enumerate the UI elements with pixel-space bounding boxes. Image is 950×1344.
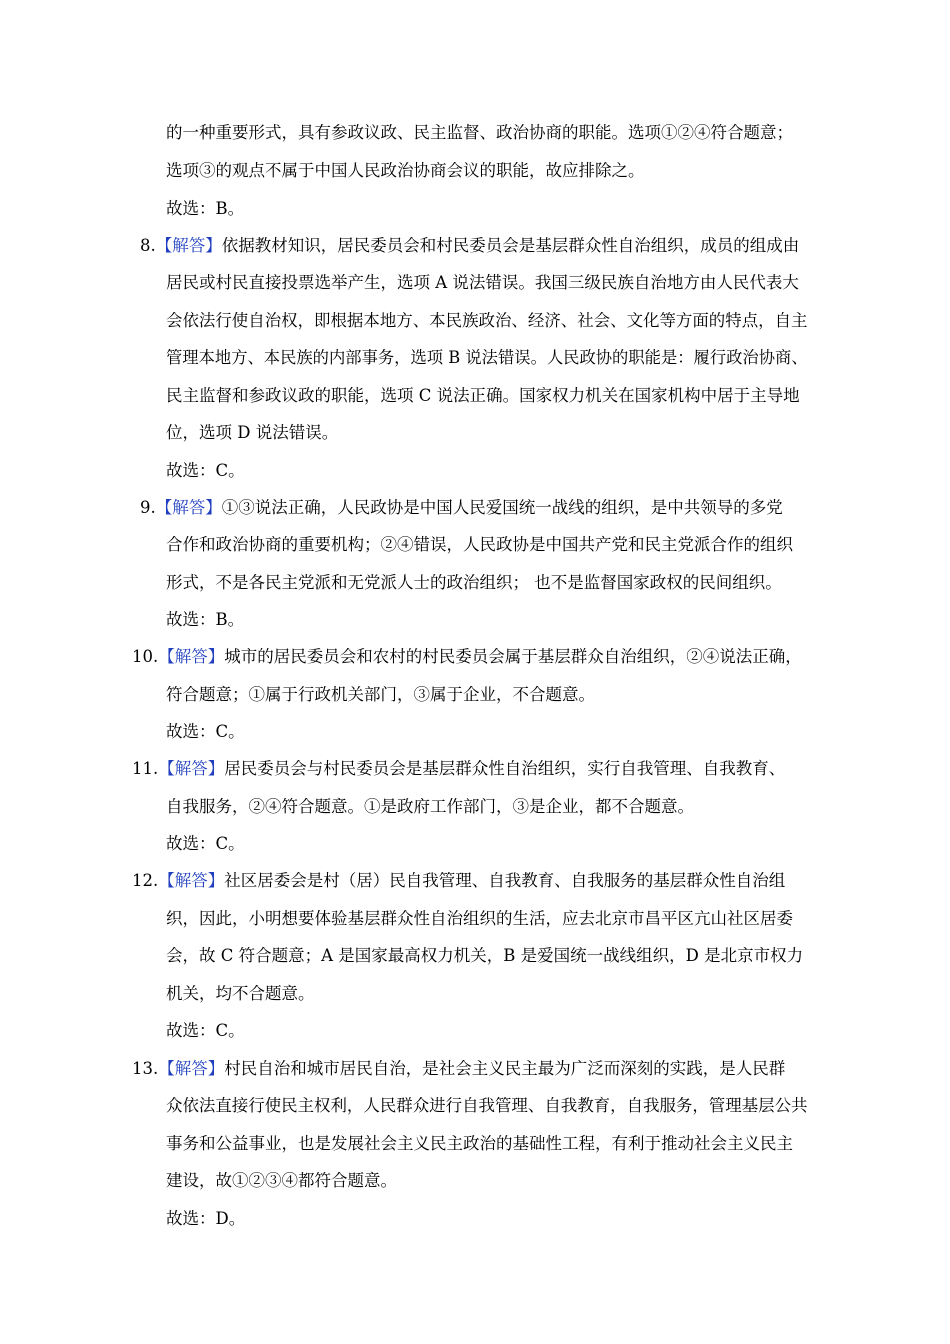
answer-9-line: 形式，不是各民主党派和无党派人士的政治组织； 也不是监督国家政权的民间组织。 bbox=[166, 573, 782, 592]
answer-text: ①③说法正确，人民政协是中国人民爱国统一战线的组织，是中共领导的多党 bbox=[221, 498, 783, 517]
answer-9-first-line bbox=[140, 497, 783, 519]
answer-8-line: 位，选项 D 说法错误。 bbox=[166, 423, 339, 442]
answer-9-line: 合作和政治协商的重要机构；②④错误，人民政协是中国共产党和民主党派合作的组织 bbox=[166, 535, 793, 554]
answer-13-line: 建设，故①②③④都符合题意。 bbox=[166, 1171, 397, 1190]
answer-11-choice: 故选：C。 bbox=[166, 834, 245, 853]
answer-tag: 【解答】 bbox=[155, 236, 222, 255]
answer-8-line: 管理本地方、本民族的内部事务，选项 B 说法错误。人民政协的职能是：履行政治协商、 bbox=[166, 348, 808, 367]
answer-11-line: 自我服务，②④符合题意。①是政府工作部门，③是企业，都不合题意。 bbox=[166, 797, 694, 816]
answer-10-line: 符合题意；①属于行政机关部门，③属于企业，不合题意。 bbox=[166, 685, 595, 704]
answer-text: 城市的居民委员会和农村的村民委员会属于基层群众自治组织，②④说法正确， bbox=[224, 647, 802, 666]
answer-12-line: 会，故 C 符合题意；A 是国家最高权力机关，B 是爱国统一战线组织，D 是北京市权力 bbox=[166, 946, 804, 965]
answer-13-first-line bbox=[132, 1058, 785, 1080]
answer-10-choice: 故选：C。 bbox=[166, 722, 245, 741]
answer-text: 依据教材知识，居民委员会和村民委员会是基层群众性自治组织，成员的组成由 bbox=[221, 236, 800, 255]
answer-9-choice: 故选：B。 bbox=[166, 610, 245, 629]
answer-11-first-line bbox=[132, 758, 785, 780]
prev-answer-line: 选项③的观点不属于中国人民政治协商会议的职能，故应排除之。 bbox=[166, 161, 645, 180]
answer-number: 12. bbox=[132, 871, 159, 890]
answer-text: 村民自治和城市居民自治，是社会主义民主最为广泛而深刻的实践，是人民群 bbox=[224, 1059, 786, 1078]
answer-tag: 【解答】 bbox=[158, 871, 225, 890]
answer-13-line: 事务和公益事业，也是发展社会主义民主政治的基础性工程，有利于推动社会主义民主 bbox=[166, 1134, 793, 1153]
answer-13-line: 众依法直接行使民主权利，人民群众进行自我管理、自我教育，自我服务，管理基层公共 bbox=[166, 1096, 808, 1115]
answer-8-choice: 故选：C。 bbox=[166, 461, 245, 480]
answer-number: 11. bbox=[132, 759, 159, 778]
answer-tag: 【解答】 bbox=[155, 498, 222, 517]
answer-8-line: 居民或村民直接投票选举产生，选项 A 说法错误。我国三级民族自治地方由人民代表大 bbox=[166, 273, 799, 292]
answer-text: 居民委员会与村民委员会是基层群众性自治组织，实行自我管理、自我教育、 bbox=[224, 759, 786, 778]
answer-tag: 【解答】 bbox=[158, 759, 225, 778]
answer-8-line: 会依法行使自治权，即根据本地方、本民族政治、经济、社会、文化等方面的特点，自主 bbox=[166, 311, 808, 330]
answer-number: 9. bbox=[140, 498, 156, 517]
answer-12-line: 织，因此，小明想要体验基层群众性自治组织的生活，应去北京市昌平区亢山社区居委 bbox=[166, 909, 793, 928]
answer-tag: 【解答】 bbox=[158, 1059, 225, 1078]
answer-12-line: 机关，均不合题意。 bbox=[166, 984, 315, 1003]
answer-12-first-line bbox=[132, 870, 785, 892]
answer-10-first-line bbox=[132, 646, 802, 668]
answer-8-first-line bbox=[140, 235, 799, 257]
answer-12-choice: 故选：C。 bbox=[166, 1021, 245, 1040]
prev-answer-choice: 故选：B。 bbox=[166, 199, 245, 218]
answer-number: 8. bbox=[140, 236, 156, 255]
answer-13-choice: 故选：D。 bbox=[166, 1209, 246, 1228]
answer-number: 10. bbox=[132, 647, 159, 666]
prev-answer-line: 的一种重要形式，具有参政议政、民主监督、政治协商的职能。选项①②④符合题意； bbox=[166, 123, 793, 142]
answer-number: 13. bbox=[132, 1059, 159, 1078]
answer-8-line: 民主监督和参政议政的职能，选项 C 说法正确。国家权力机关在国家机构中居于主导地 bbox=[166, 386, 800, 405]
answer-text: 社区居委会是村（居）民自我管理、自我教育、自我服务的基层群众性自治组 bbox=[224, 871, 786, 890]
answer-tag: 【解答】 bbox=[158, 647, 225, 666]
